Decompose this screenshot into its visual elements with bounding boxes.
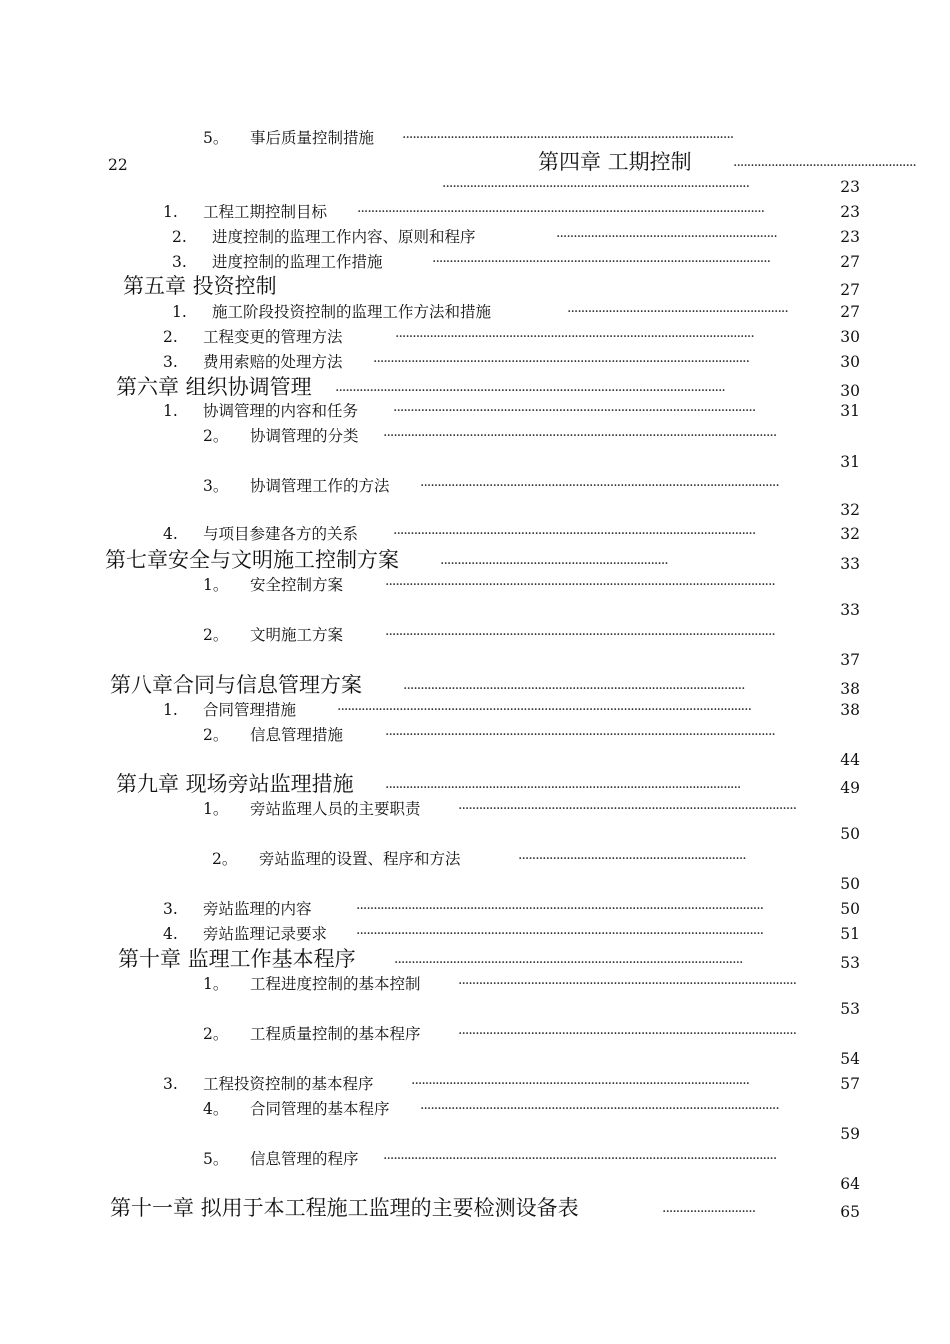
leader-dots: ················································································································· (385, 727, 775, 743)
leader-dots: ····································································································· (394, 955, 743, 971)
leader-dots: ····················································· (733, 158, 916, 174)
entry-label: 费用索赔的处理方法 (203, 353, 343, 371)
entry-label: 信息管理措施 (250, 726, 344, 744)
entry-label: 旁站监理记录要求 (203, 925, 328, 943)
leader-dots: ·································································································· (458, 801, 797, 817)
leader-dots: ········································································································ (420, 1101, 779, 1117)
entry-page: 33 (840, 601, 860, 619)
entry-page: 65 (840, 1203, 860, 1221)
entry-number: 2。 (203, 626, 229, 644)
entry-number: 3. (163, 900, 178, 918)
entry-label: 信息管理的程序 (250, 1150, 359, 1168)
entry-label: 合同管理措施 (203, 701, 297, 719)
leader-dots: ················································································································· (385, 577, 775, 593)
entry-label: 旁站监理人员的主要职责 (250, 800, 421, 818)
entry-page: 23 (840, 228, 860, 246)
entry-page: 30 (840, 353, 860, 371)
entry-number: 1。 (203, 800, 229, 818)
entry-page: 32 (840, 525, 860, 543)
entry-label: 进度控制的监理工作内容、原则和程序 (212, 228, 476, 246)
entry-number: 1。 (203, 576, 229, 594)
leader-dots: ························································································································ (337, 702, 752, 718)
entry-number: 2. (163, 328, 178, 346)
leader-dots: ································································ (556, 229, 777, 245)
entry-label: 与项目参建各方的关系 (203, 525, 359, 543)
chapter-title: 第九章 现场旁站监理措施 (116, 772, 354, 796)
entry-label: 工程质量控制的基本程序 (250, 1025, 421, 1043)
entry-page: 49 (840, 779, 860, 797)
leader-dots: ············································································································· (373, 354, 750, 370)
chapter-title: 第四章 工期控制 (538, 150, 692, 174)
leader-dots: ······································································································· (385, 780, 741, 796)
leader-dots: ································································ (567, 304, 788, 320)
leader-dots: ·················································································································· (383, 428, 777, 444)
entry-label: 工程变更的管理方法 (203, 328, 343, 346)
entry-label: 事后质量控制措施 (250, 129, 375, 147)
entry-label: 旁站监理的内容 (203, 900, 312, 918)
entry-label: 施工阶段投资控制的监理工作方法和措施 (212, 303, 492, 321)
entry-page: 50 (840, 900, 860, 918)
entry-label: 进度控制的监理工作措施 (212, 253, 383, 271)
entry-number: 1. (172, 303, 187, 321)
entry-number: 1. (163, 701, 178, 719)
leader-dots: ················································································································· (385, 627, 775, 643)
leader-dots: ··························· (662, 1204, 756, 1220)
entry-page: 32 (840, 501, 860, 519)
entry-page: 38 (840, 701, 860, 719)
leader-dots: ········································································································ (420, 478, 779, 494)
entry-number: 2。 (212, 850, 238, 868)
leader-dots: ······················································································································ (356, 926, 764, 942)
entry-label: 安全控制方案 (250, 576, 344, 594)
entry-number: 3. (163, 353, 178, 371)
entry-number: 5。 (203, 129, 229, 147)
entry-page: 23 (840, 203, 860, 221)
entry-label: 文明施工方案 (250, 626, 344, 644)
entry-page: 59 (840, 1125, 860, 1143)
entry-page: 33 (840, 555, 860, 573)
entry-number: 1. (163, 402, 178, 420)
entry-label: 工程工期控制目标 (203, 203, 328, 221)
entry-page: 31 (840, 402, 860, 420)
entry-page: 50 (840, 875, 860, 893)
entry-page: 53 (840, 1000, 860, 1018)
leader-dots: ················································································································· (335, 383, 725, 399)
leader-dots: ········································································································ (395, 329, 754, 345)
leader-dots: ·································································································· (432, 254, 771, 270)
entry-page: 22 (108, 156, 128, 174)
entry-number: 5。 (203, 1150, 229, 1168)
entry-label: 工程投资控制的基本程序 (203, 1075, 374, 1093)
entry-number: 2。 (203, 427, 229, 445)
leader-dots: ·································································· (440, 556, 668, 572)
leader-dots: ·································································································· (458, 976, 797, 992)
entry-label: 协调管理的分类 (250, 427, 359, 445)
entry-page: 53 (840, 954, 860, 972)
entry-label: 协调管理工作的方法 (250, 477, 390, 495)
leader-dots: ································································································ (402, 130, 734, 146)
entry-page: 30 (840, 328, 860, 346)
entry-number: 4. (163, 525, 178, 543)
entry-number: 2。 (203, 726, 229, 744)
chapter-title: 第六章 组织协调管理 (116, 375, 312, 399)
entry-page: 27 (840, 253, 860, 271)
entry-number: 1. (163, 203, 178, 221)
entry-page: 64 (840, 1175, 860, 1193)
entry-page: 50 (840, 825, 860, 843)
leader-dots: ·································································································· (458, 1026, 797, 1042)
entry-page: 51 (840, 925, 860, 943)
leader-dots: ··································································································· (403, 681, 745, 697)
chapter-title: 第十一章 拟用于本工程施工监理的主要检测设备表 (110, 1196, 579, 1220)
entry-page: 54 (840, 1050, 860, 1068)
entry-label: 协调管理的内容和任务 (203, 402, 359, 420)
entry-number: 2。 (203, 1025, 229, 1043)
entry-number: 3。 (203, 477, 229, 495)
entry-page: 44 (840, 751, 860, 769)
leader-dots: ························································································· (442, 179, 750, 195)
entry-page: 31 (840, 453, 860, 471)
entry-page: 57 (840, 1075, 860, 1093)
chapter-title: 第七章安全与文明施工控制方案 (105, 548, 399, 572)
entry-label: 工程进度控制的基本控制 (250, 975, 421, 993)
entry-number: 3. (163, 1075, 178, 1093)
leader-dots: ·················································································································· (383, 1151, 777, 1167)
entry-page: 27 (840, 281, 860, 299)
leader-dots: ······················································································································ (357, 204, 765, 220)
leader-dots: ········································································································· (393, 403, 756, 419)
entry-number: 4. (163, 925, 178, 943)
leader-dots: ·································································· (518, 851, 746, 867)
leader-dots: ·································································································· (411, 1076, 750, 1092)
entry-page: 27 (840, 303, 860, 321)
leader-dots: ······················································································································ (356, 901, 764, 917)
entry-page: 38 (840, 680, 860, 698)
entry-page: 37 (840, 651, 860, 669)
entry-number: 4。 (203, 1100, 229, 1118)
entry-label: 旁站监理的设置、程序和方法 (259, 850, 461, 868)
entry-page: 30 (840, 382, 860, 400)
entry-number: 2. (172, 228, 187, 246)
entry-number: 1。 (203, 975, 229, 993)
leader-dots: ········································································································· (393, 526, 756, 542)
entry-number: 3. (172, 253, 187, 271)
chapter-title: 第十章 监理工作基本程序 (118, 947, 356, 971)
entry-label: 合同管理的基本程序 (250, 1100, 390, 1118)
chapter-title: 第八章合同与信息管理方案 (110, 673, 362, 697)
chapter-title: 第五章 投资控制 (123, 274, 277, 298)
entry-page: 23 (840, 178, 860, 196)
